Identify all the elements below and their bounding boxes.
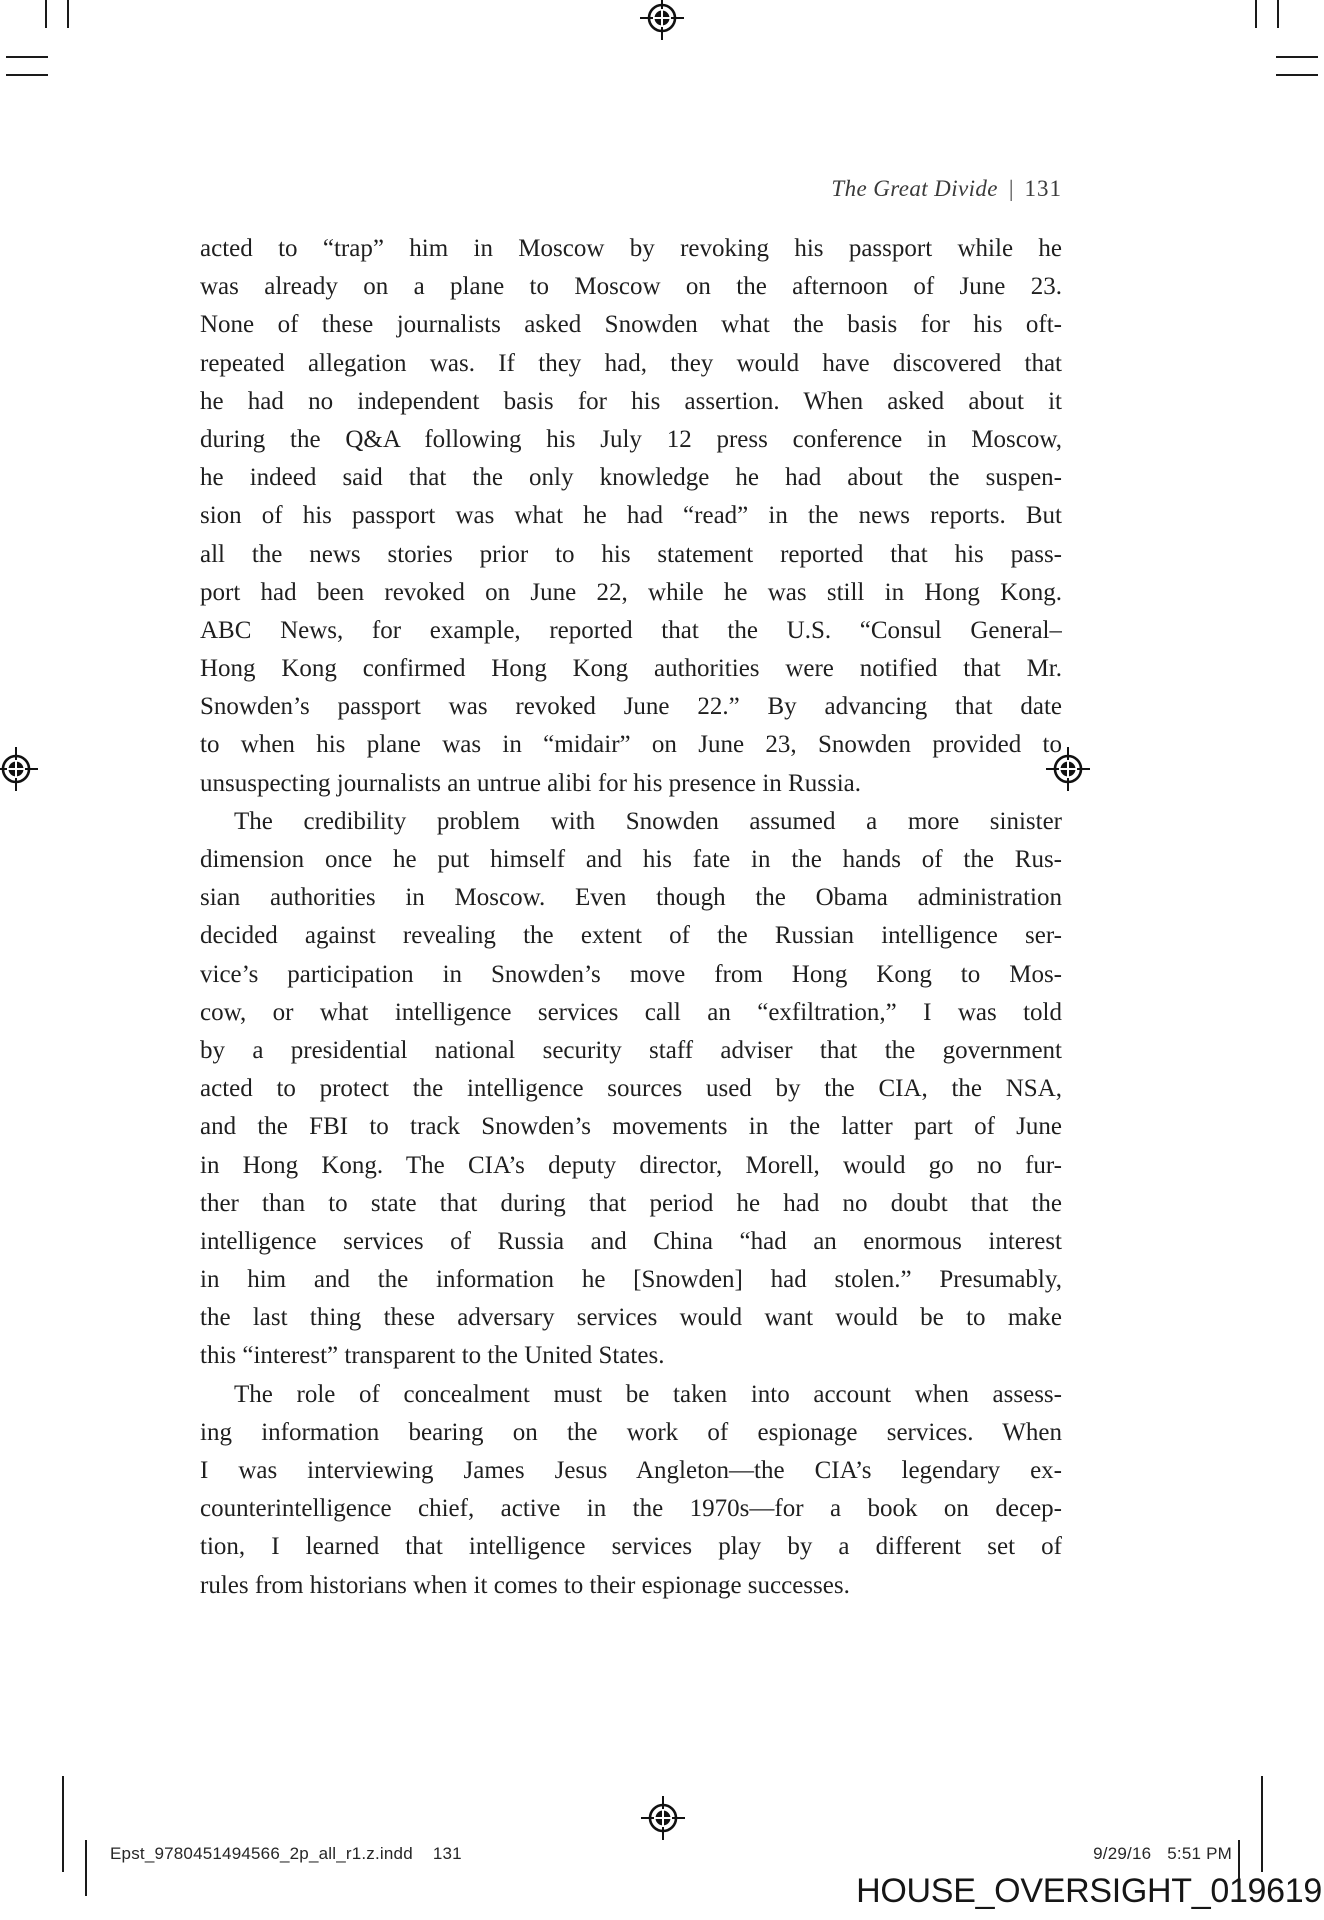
crop-mark	[1255, 0, 1257, 28]
body-text-line: Hong Kong confirmed Hong Kong authorities were notified that Mr.	[200, 655, 1062, 683]
body-text-line: and the FBI to track Snowden’s movements in the latter part of June	[200, 1113, 1062, 1141]
page-number: 131	[1024, 176, 1062, 201]
body-text	[200, 230, 1062, 1605]
registration-mark-icon	[641, 1796, 685, 1840]
body-text-line: acted to protect the intelligence sources used by the CIA, the NSA,	[200, 1075, 1062, 1103]
body-text-line: rules from historians when it comes to their espionage successes.	[200, 1571, 850, 1599]
crop-mark	[6, 56, 48, 58]
body-text-line: dimension once he put himself and his fate in the hands of the Rus-	[200, 846, 1062, 873]
header-separator: |	[1008, 176, 1014, 201]
body-text-line: by a presidential national security staff adviser that the government	[200, 1036, 1062, 1064]
body-text-line: during the Q&A following his July 12 press conference in Moscow,	[200, 425, 1062, 453]
slug-time: 5:51 PM	[1167, 1844, 1232, 1863]
body-text-line: ing information bearing on the work of espionage services. When	[200, 1418, 1062, 1446]
crop-mark	[45, 0, 47, 28]
body-text-line: ABC News, for example, reported that the U.S. “Consul General–	[200, 616, 1062, 644]
body-text-line: decided against revealing the extent of the Russian intelligence ser-	[200, 922, 1062, 950]
body-text-line: all the news stories prior to his statement reported that his pass-	[200, 540, 1062, 568]
crop-mark	[62, 1776, 64, 1872]
body-text-line: he indeed said that the only knowledge he had about the suspen-	[200, 464, 1062, 492]
body-text-line: sian authorities in Moscow. Even though the Obama administration	[200, 884, 1062, 912]
body-text-line: The credibility problem with Snowden assumed a more sinister	[234, 807, 1062, 835]
body-text-line: ther than to state that during that period he had no doubt that the	[200, 1189, 1062, 1217]
crop-mark	[85, 1840, 87, 1896]
body-text-line: in him and the information he [Snowden] had stolen.” Presumably,	[200, 1266, 1062, 1294]
body-text-line: repeated allegation was. If they had, they would have discovered that	[200, 349, 1062, 377]
body-text-line: he had no independent basis for his assertion. When asked about it	[200, 387, 1062, 415]
body-text-line: None of these journalists asked Snowden what the basis for his oft-	[200, 311, 1062, 339]
body-text-line: acted to “trap” him in Moscow by revoking his passport while he	[200, 235, 1062, 262]
body-text-line: I was interviewing James Jesus Angleton—the CIA’s legendary ex-	[200, 1457, 1062, 1484]
body-text-line: cow, or what intelligence services call an “exfiltration,” I was told	[200, 998, 1062, 1026]
body-text-line: vice’s participation in Snowden’s move from Hong Kong to Mos-	[200, 960, 1062, 988]
body-text-line: this “interest” transparent to the United States.	[200, 1342, 665, 1370]
crop-mark	[67, 0, 69, 28]
crop-mark	[1277, 0, 1279, 28]
body-text-line: unsuspecting journalists an untrue alibi for his presence in Russia.	[200, 769, 861, 797]
registration-mark-icon	[0, 747, 38, 791]
body-text-line: tion, I learned that intelligence services play by a different set of	[200, 1533, 1062, 1561]
crop-mark	[1261, 1776, 1263, 1872]
slug-date: 9/29/16	[1093, 1844, 1152, 1863]
body-text-line: in Hong Kong. The CIA’s deputy director, Morell, would go no fur-	[200, 1151, 1062, 1179]
body-text-line: sion of his passport was what he had “read” in the news reports. But	[200, 502, 1062, 530]
indesign-file-name: Epst_9780451494566_2p_all_r1.z.indd	[110, 1844, 413, 1863]
body-text-line: port had been revoked on June 22, while he was still in Hong Kong.	[200, 578, 1062, 606]
footer-slug-left	[110, 1844, 462, 1864]
oversight-stamp: HOUSE_OVERSIGHT_019619	[856, 1872, 1322, 1910]
body-text-line: to when his plane was in “midair” on June 23, Snowden provided to	[200, 731, 1062, 759]
footer-slug-right	[1093, 1844, 1232, 1864]
crop-mark	[1276, 56, 1318, 58]
slug-page-number: 131	[432, 1844, 462, 1863]
registration-mark-icon	[640, 0, 684, 40]
running-head	[200, 176, 1062, 202]
chapter-title: The Great Divide	[831, 176, 998, 201]
body-text-line: the last thing these adversary services would want would be to make	[200, 1304, 1062, 1332]
body-text-line: intelligence services of Russia and China “had an enormous interest	[200, 1227, 1062, 1255]
body-text-line: counterintelligence chief, active in the 1970s—for a book on decep-	[200, 1495, 1062, 1523]
crop-mark	[6, 74, 48, 76]
crop-mark	[1276, 74, 1318, 76]
body-text-line: Snowden’s passport was revoked June 22.” By advancing that date	[200, 693, 1062, 721]
body-text-line: was already on a plane to Moscow on the afternoon of June 23.	[200, 273, 1062, 301]
body-text-line: The role of concealment must be taken into account when assess-	[234, 1380, 1062, 1408]
